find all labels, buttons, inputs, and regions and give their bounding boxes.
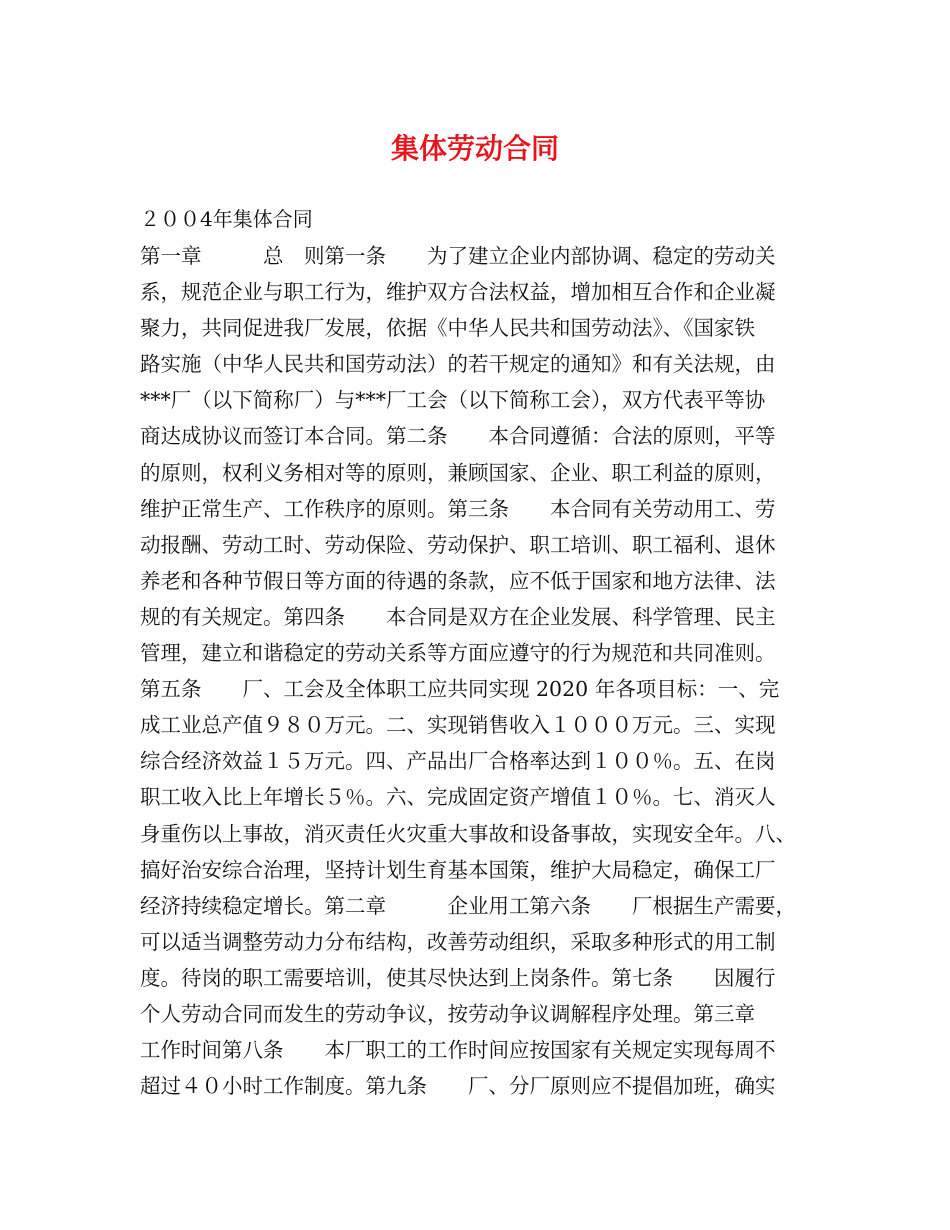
body-text-line: 养老和各种节假日等方面的待遇的条款，应不低于国家和地方法律、法	[140, 568, 776, 593]
body-text-line: 身重伤以上事故，消灭责任火灾重大事故和设备事故，实现安全年。八、	[140, 821, 796, 846]
document-body	[140, 238, 830, 1104]
body-text-line: 搞好治安综合治理，坚持计划生育基本国策，维护大局稳定，确保工厂	[140, 857, 776, 882]
body-text-line: 动报酬、劳动工时、劳动保险、劳动保护、职工培训、职工福利、退休	[140, 532, 776, 557]
body-text-line: 可以适当调整劳动力分布结构，改善劳动组织，采取多种形式的用工制	[140, 929, 776, 954]
body-text-line: 管理，建立和谐稳定的劳动关系等方面应遵守的行为规范和共同准则。	[140, 641, 776, 666]
body-text-line: 成工业总产值９８０万元。二、实现销售收入１０００万元。三、实现	[140, 713, 776, 738]
document-subtitle: ２００4年集体合同	[140, 207, 313, 231]
body-text-line: 超过４０小时工作制度。第九条 厂、分厂原则应不提倡加班，确实	[140, 1074, 776, 1099]
body-text-line: ***厂（以下简称厂）与***厂工会（以下简称工会），双方代表平等协	[140, 388, 766, 413]
body-text-line: 个人劳动合同而发生的劳动争议，按劳动争议调解程序处理。第三章	[140, 1001, 776, 1026]
body-text-line: 维护正常生产、工作秩序的原则。第三条 本合同有关劳动用工、劳	[140, 496, 776, 521]
body-text-line: 系，规范企业与职工行为，维护双方合法权益，增加相互合作和企业凝	[140, 280, 776, 305]
body-text-line: 经济持续稳定增长。第二章 企业用工第六条 厂根据生产需要，	[140, 893, 796, 918]
body-text-line: 的原则，权利义务相对等的原则，兼顾国家、企业、职工利益的原则，	[140, 460, 776, 485]
body-text-line: 度。待岗的职工需要培训，使其尽快达到上岗条件。第七条 因履行	[140, 965, 776, 990]
document-title: 集体劳动合同	[390, 132, 559, 165]
body-text-line: 规的有关规定。第四条 本合同是双方在企业发展、科学管理、民主	[140, 604, 776, 629]
body-text-line: 路实施（中华人民共和国劳动法）的若干规定的通知》和有关法规，由	[140, 352, 776, 377]
body-text-line: 职工收入比上年增长５％。六、完成固定资产增值１０％。七、消灭人	[140, 785, 776, 810]
body-text-line: 第一章 总 则第一条 为了建立企业内部协调、稳定的劳动关	[140, 244, 776, 268]
body-text-line: 综合经济效益１５万元。四、产品出厂合格率达到１００％。五、在岗	[140, 749, 776, 774]
body-text-line: 工作时间第八条 本厂职工的工作时间应按国家有关规定实现每周不	[140, 1038, 776, 1063]
body-text-line: 第五条 厂、工会及全体职工应共同实现 2020 年各项目标：一、完	[140, 677, 780, 702]
body-text-line: 聚力，共同促进我厂发展，依据《中华人民共和国劳动法》、《国家铁	[140, 316, 755, 341]
body-text-line: 商达成协议而签订本合同。第二条 本合同遵循：合法的原则，平等	[140, 424, 776, 449]
